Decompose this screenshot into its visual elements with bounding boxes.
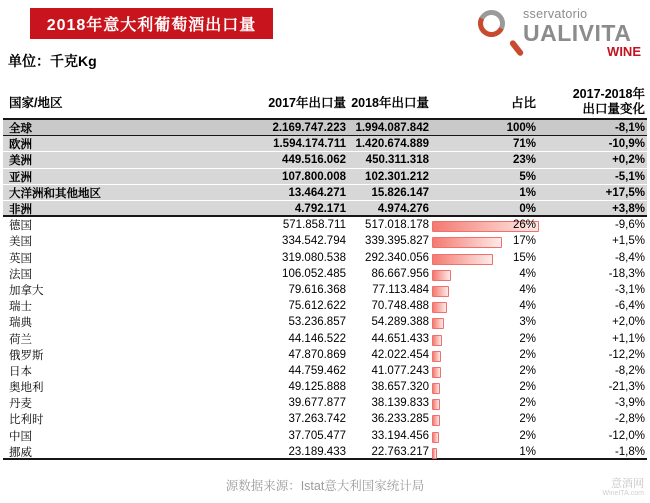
share-bar (432, 448, 437, 459)
share-value: 23% (512, 154, 536, 167)
change-value: -18,3% (608, 267, 645, 280)
table-row (3, 347, 647, 363)
country-name: 奥地利 (9, 382, 44, 395)
share-bar (432, 351, 441, 362)
change-value: -3,9% (614, 397, 645, 410)
value-2017: 75.612.622 (288, 300, 346, 313)
change-value: -1,8% (614, 445, 645, 458)
share-bar (432, 335, 442, 346)
share-cell (430, 252, 542, 264)
change-value: +1,1% (612, 332, 645, 345)
table-row (3, 169, 647, 185)
table-row (3, 233, 647, 249)
share-value: 2% (519, 332, 536, 345)
table-row (3, 330, 647, 346)
share-cell (430, 333, 542, 345)
header-2017: 2017年出口量 (268, 96, 346, 110)
change-value: +1,5% (612, 235, 645, 248)
share-value: 4% (519, 283, 536, 296)
magnifier-icon (478, 3, 528, 61)
country-name: 荷兰 (9, 333, 32, 346)
logo-wine: WINE (607, 43, 641, 59)
share-bar (432, 415, 440, 426)
country-name: 美国 (9, 236, 32, 249)
header-change (542, 87, 647, 117)
share-value: 100% (506, 122, 536, 134)
value-2018: 102.301.212 (365, 170, 429, 183)
country-name: 俄罗斯 (9, 349, 44, 362)
value-2017: 44.759.462 (288, 364, 346, 377)
logo-osservatorio: sservatorio (523, 7, 588, 21)
share-cell (430, 300, 542, 312)
value-2018: 44.651.433 (371, 332, 429, 345)
value-2017: 107.800.008 (282, 170, 346, 183)
value-2017: 53.236.857 (288, 316, 346, 329)
unit-label: 单位：千克Kg (8, 53, 97, 69)
country-name: 美洲 (9, 155, 32, 168)
country-name: 法国 (9, 268, 32, 281)
table-row (3, 136, 647, 152)
country-name: 中国 (9, 430, 32, 443)
logo-text (523, 3, 641, 61)
share-value: 71% (512, 138, 536, 151)
value-2018: 70.748.488 (371, 300, 429, 313)
share-cell (430, 446, 542, 458)
share-cell (430, 138, 542, 150)
watermark (603, 478, 645, 498)
share-cell (430, 171, 542, 183)
share-value: 0% (519, 202, 536, 215)
value-2018: 42.022.454 (371, 348, 429, 361)
title-banner (30, 8, 273, 39)
share-value: 3% (519, 316, 536, 329)
share-value: 1% (519, 186, 536, 199)
value-2017: 2.169.747.223 (272, 122, 346, 134)
country-name: 德国 (9, 220, 32, 233)
share-cell (430, 284, 542, 296)
change-value: -6,4% (614, 300, 645, 313)
export-table (3, 87, 647, 460)
share-value: 4% (519, 267, 536, 280)
change-value: -3,1% (614, 283, 645, 296)
value-2018: 36.233.285 (371, 413, 429, 426)
value-2017: 13.464.271 (288, 186, 346, 199)
value-2018: 292.340.056 (365, 251, 429, 264)
header-2018: 2018年出口量 (351, 96, 429, 110)
value-2018: 86.667.956 (371, 267, 429, 280)
header-change-line2: 出口量变化 (582, 102, 645, 116)
value-2017: 319.080.538 (282, 251, 346, 264)
header-share: 占比 (510, 96, 536, 110)
share-cell (430, 316, 542, 328)
share-value: 2% (519, 381, 536, 394)
share-cell (430, 203, 542, 215)
change-value: +0,2% (612, 154, 645, 167)
value-2018: 41.077.243 (371, 364, 429, 377)
country-name: 丹麦 (9, 398, 32, 411)
share-cell (430, 349, 542, 361)
change-value: -9,6% (614, 219, 645, 232)
value-2017: 1.594.174.711 (273, 138, 346, 151)
change-value: -8,2% (614, 364, 645, 377)
share-value: 1% (519, 445, 536, 458)
country-name: 比利时 (9, 414, 44, 427)
country-name: 大洋洲和其他地区 (9, 187, 101, 200)
table-row (3, 411, 647, 427)
share-cell (430, 187, 542, 199)
value-2018: 517.018.178 (365, 219, 429, 232)
page-title: 2018年意大利葡萄酒出口量 (46, 17, 257, 34)
table-row (3, 185, 647, 201)
value-2018: 38.139.833 (371, 397, 429, 410)
table-body (3, 120, 647, 460)
table-row (3, 363, 647, 379)
value-2018: 33.194.456 (371, 429, 429, 442)
value-2017: 37.263.742 (288, 413, 346, 426)
table-row (3, 201, 647, 217)
share-bar (432, 237, 502, 248)
country-name: 欧洲 (9, 139, 32, 152)
share-value: 5% (519, 170, 536, 183)
share-value: 2% (519, 429, 536, 442)
value-2018: 77.113.484 (372, 283, 429, 296)
share-bar (432, 432, 439, 443)
share-value: 26% (512, 219, 536, 232)
magnifier-red-arc (474, 6, 508, 40)
share-value: 2% (519, 413, 536, 426)
country-name: 非洲 (9, 203, 32, 216)
share-cell (430, 235, 542, 247)
share-cell (430, 430, 542, 442)
change-value: -21,3% (608, 381, 645, 394)
value-2017: 79.616.368 (288, 283, 346, 296)
country-name: 全球 (9, 123, 32, 135)
value-2017: 106.052.485 (282, 267, 346, 280)
table-row (3, 152, 647, 168)
watermark-cn: 意酒网 (611, 478, 644, 491)
value-2018: 450.311.318 (365, 154, 429, 167)
change-value: -5,1% (614, 170, 645, 183)
value-2017: 449.516.062 (282, 154, 346, 167)
share-bar (432, 367, 441, 378)
country-name: 瑞典 (9, 317, 32, 330)
change-value: +2,0% (612, 316, 645, 329)
share-cell (430, 154, 542, 166)
share-value: 4% (519, 300, 536, 313)
change-value: -10,9% (608, 138, 645, 151)
share-value: 15% (512, 251, 536, 264)
table-row (3, 444, 647, 460)
share-value: 2% (519, 364, 536, 377)
country-name: 亚洲 (9, 171, 32, 184)
share-cell (430, 268, 542, 280)
header-change-line1: 2017-2018年 (572, 87, 645, 101)
share-bar (432, 383, 440, 394)
value-2017: 44.146.522 (288, 332, 346, 345)
magnifier-handle (509, 39, 525, 57)
value-2017: 47.870.869 (288, 348, 346, 361)
country-name: 挪威 (9, 446, 32, 459)
share-cell (430, 122, 542, 134)
share-value: 17% (512, 235, 536, 248)
share-bar (432, 286, 449, 297)
value-2018: 22.763.217 (371, 445, 429, 458)
share-cell (430, 413, 542, 425)
share-cell (430, 219, 542, 231)
table-row (3, 314, 647, 330)
country-name: 英国 (9, 252, 32, 265)
change-value: -8,1% (614, 122, 645, 134)
share-bar (432, 318, 444, 329)
table-header (3, 87, 647, 120)
value-2018: 1.994.087.842 (355, 122, 429, 134)
share-cell (430, 365, 542, 377)
value-2017: 39.677.877 (288, 397, 346, 410)
change-value: -8,4% (614, 251, 645, 264)
data-source: 源数据来源：Istat意大利国家统计局 (225, 479, 425, 493)
value-2017: 37.705.477 (288, 429, 346, 442)
change-value: -12,0% (608, 429, 645, 442)
change-value: -12,2% (608, 348, 645, 361)
watermark-url: WineITA.com (602, 490, 644, 498)
header-country: 国家/地区 (9, 96, 63, 110)
qualivita-logo (478, 3, 641, 61)
table-row (3, 217, 647, 233)
value-2017: 571.858.711 (282, 219, 346, 232)
table-row (3, 428, 647, 444)
change-value: +3,8% (612, 202, 645, 215)
change-value: -2,8% (614, 413, 645, 426)
value-2018: 15.826.147 (371, 186, 429, 199)
value-2017: 23.189.433 (288, 445, 346, 458)
table-row (3, 120, 647, 136)
value-2018: 339.395.827 (365, 235, 429, 248)
share-cell (430, 397, 542, 409)
value-2018: 4.974.276 (377, 202, 429, 215)
share-cell (430, 381, 542, 393)
value-2018: 38.657.320 (371, 381, 429, 394)
logo-qualivita: UALIVITA (523, 19, 632, 46)
table-row (3, 298, 647, 314)
country-name: 加拿大 (9, 284, 44, 297)
share-value: 2% (519, 348, 536, 361)
value-2018: 1.420.674.889 (355, 138, 429, 151)
table-row (3, 282, 647, 298)
value-2017: 334.542.794 (282, 235, 346, 248)
share-bar (432, 399, 440, 410)
share-bar (432, 254, 493, 265)
value-2018: 54.289.388 (371, 316, 429, 329)
country-name: 日本 (9, 365, 32, 378)
table-row (3, 250, 647, 266)
share-bar (432, 302, 447, 313)
share-bar (432, 270, 451, 281)
table-row (3, 395, 647, 411)
change-value: +17,5% (605, 186, 645, 199)
share-value: 2% (519, 397, 536, 410)
table-row (3, 266, 647, 282)
value-2017: 49.125.888 (288, 381, 346, 394)
country-name: 瑞士 (9, 301, 32, 314)
value-2017: 4.792.171 (294, 202, 346, 215)
table-row (3, 379, 647, 395)
